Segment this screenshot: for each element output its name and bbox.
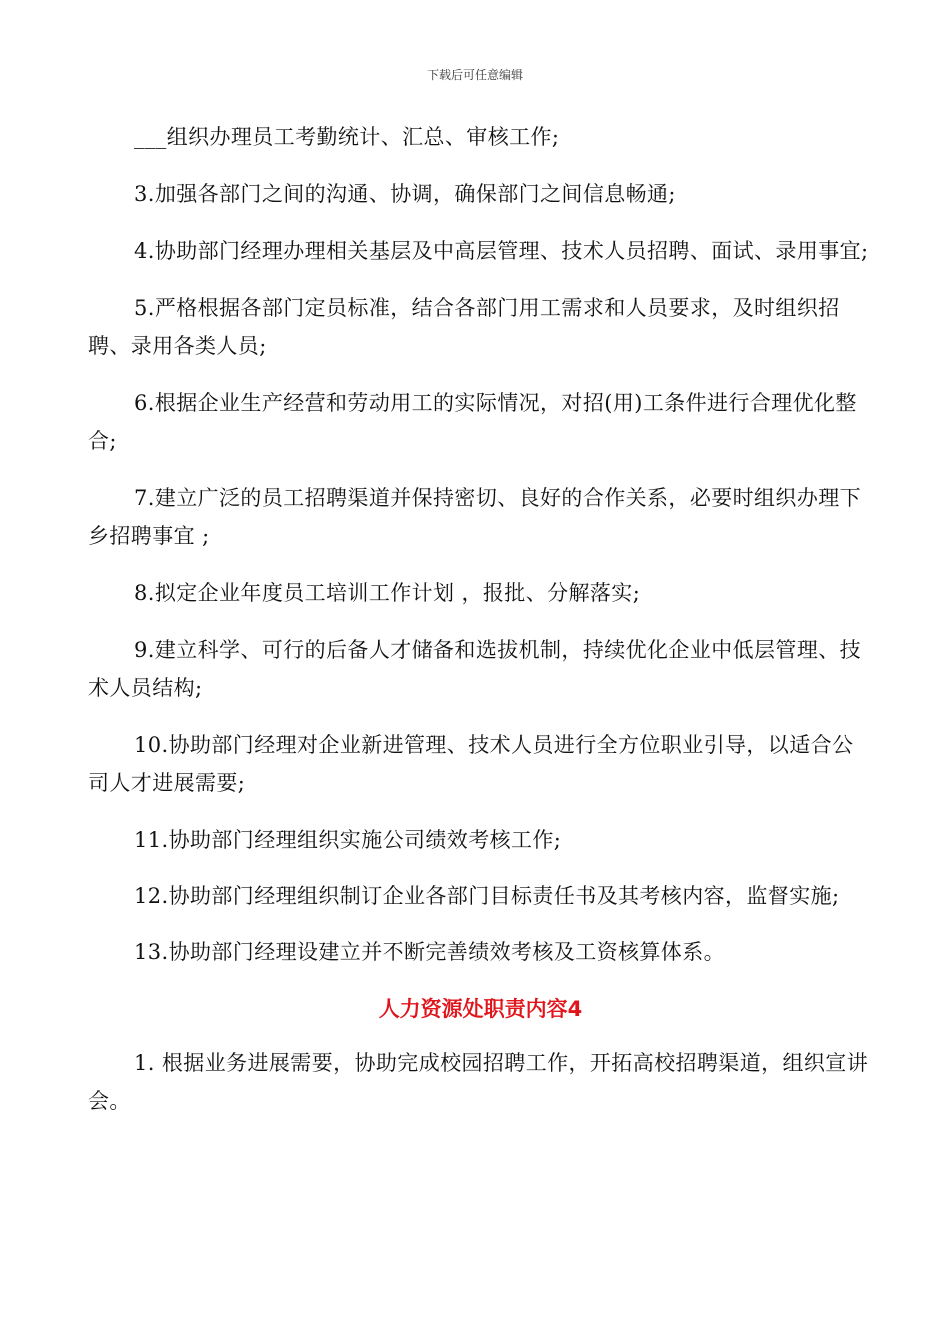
paragraph-item-9: 9.建立科学、可行的后备人才储备和选拔机制，持续优化企业中低层管理、技术人员结构; [88, 638, 862, 700]
paragraph-item-6: 6.根据企业生产经营和劳动用工的实际情况，对招(用)工条件进行合理优化整合; [88, 391, 857, 453]
page-header-note: 下载后可任意编辑 [426, 68, 523, 82]
paragraph-item-7: 7.建立广泛的员工招聘渠道并保持密切、良好的合作关系，必要时组织办理下乡招聘事宜 ; [88, 486, 862, 548]
section-title: 人力资源处职责内容4 [378, 997, 583, 1021]
paragraph-item-11: 11.协助部门经理组织实施公司绩效考核工作; [134, 828, 562, 852]
paragraph-item-5: 5.严格根据各部门定员标准，结合各部门用工需求和人员要求，及时组织招聘、录用各类人员; [88, 296, 840, 358]
document-body [88, 118, 873, 1139]
paragraph-attendance: ___组织办理员工考勤统计、汇总、审核工作; [134, 125, 560, 149]
paragraph-item-3: 3.加强各部门之间的沟通、协调，确保部门之间信息畅通; [134, 182, 676, 206]
section-paragraph-1: 1. 根据业务进展需要，协助完成校园招聘工作，开拓高校招聘渠道，组织宣讲会。 [88, 1051, 869, 1113]
paragraph-item-8: 8.拟定企业年度员工培训工作计划 ，报批、分解落实; [134, 581, 641, 605]
paragraph-item-13: 13.协助部门经理设建立并不断完善绩效考核及工资核算体系。 [134, 940, 725, 964]
paragraph-item-10: 10.协助部门经理对企业新进管理、技术人员进行全方位职业引导，以适合公司人才进展需要; [88, 733, 854, 795]
paragraph-item-12: 12.协助部门经理组织制订企业各部门目标责任书及其考核内容，监督实施; [134, 884, 840, 908]
paragraph-item-4: 4.协助部门经理办理相关基层及中高层管理、技术人员招聘、面试、录用事宜; [134, 239, 869, 263]
